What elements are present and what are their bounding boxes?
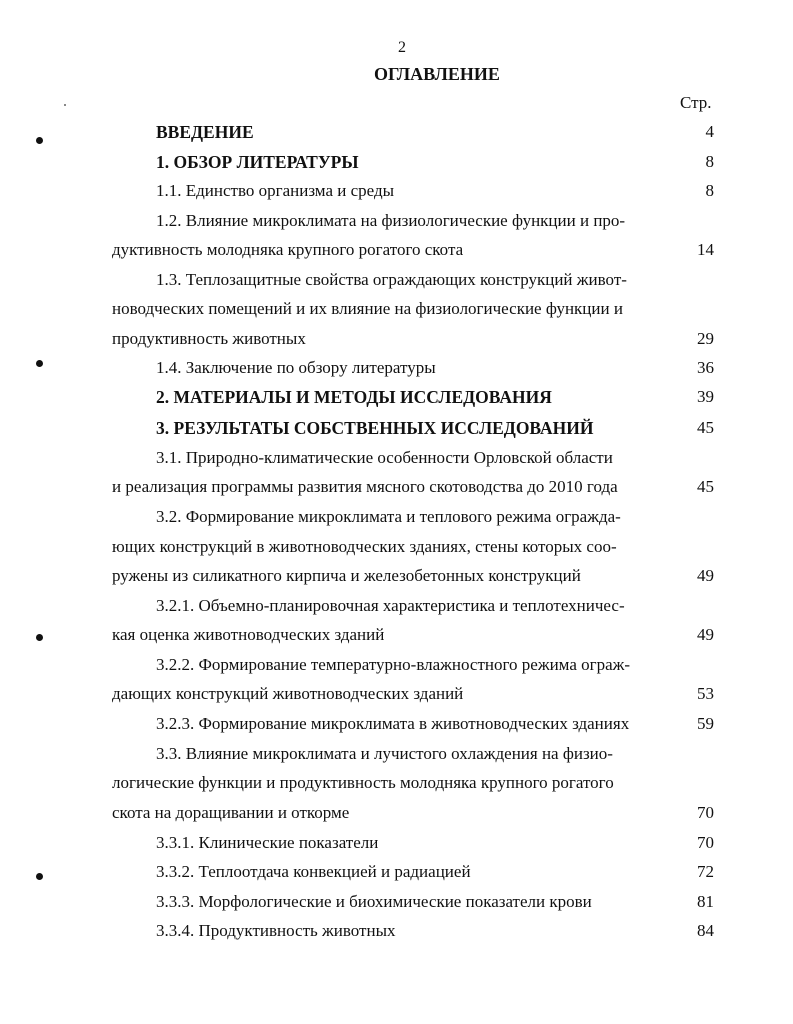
toc-entry-3-2-2-line-2: дающих конструкций животноводческих зданий (112, 684, 464, 703)
toc-page-number: 49 (697, 566, 714, 585)
toc-entry-introduction: ВВЕДЕНИЕ (156, 122, 254, 142)
punch-hole-mark (36, 360, 43, 367)
toc-page-number: 8 (705, 152, 714, 171)
toc-page-number: 49 (697, 625, 714, 644)
toc-page-number: 59 (697, 714, 714, 733)
toc-page-number: 81 (697, 892, 714, 911)
punch-hole-mark (36, 873, 43, 880)
toc-page-number: 4 (705, 122, 714, 141)
toc-entry-3-3-3: 3.3.3. Морфологические и биохимические показатели крови (156, 892, 592, 911)
toc-entry-3-2-line-1: 3.2. Формирование микроклимата и теплового режима огражда- (156, 507, 621, 526)
toc-page-number: 29 (697, 329, 714, 348)
punch-hole-mark (36, 634, 43, 641)
toc-page-number: 45 (697, 418, 714, 437)
toc-entry-1-3-line-2: новодческих помещений и их влияние на физиологические функции и (112, 299, 623, 318)
toc-entry-3-1-line-2: и реализация программы развития мясного скотоводства до 2010 года (112, 477, 618, 496)
toc-page-number: 70 (697, 803, 714, 822)
toc-entry-1-1: 1.1. Единство организма и среды (156, 181, 395, 200)
toc-entry-3-2-3: 3.2.3. Формирование микроклимата в животноводческих зданиях (156, 714, 630, 733)
toc-entry-1-2-line-1: 1.2. Влияние микроклимата на физиологические функции и про- (156, 211, 626, 230)
toc-entry-3-3-1: 3.3.1. Клинические показатели (156, 833, 379, 852)
toc-entry-3-3-4: 3.3.4. Продуктивность животных (156, 921, 396, 940)
toc-entry-3-3-line-1: 3.3. Влияние микроклимата и лучистого охлаждения на физио- (156, 744, 613, 763)
toc-entry-3-3-line-2: логические функции и продуктивность молодняка крупного рогатого (112, 773, 614, 792)
toc-page-number: 39 (697, 387, 714, 406)
page-number: 2 (398, 39, 406, 56)
toc-entry-3-2-line-3: ружены из силикатного кирпича и железобетонных конструкций (112, 566, 581, 585)
toc-page-number: 45 (697, 477, 714, 496)
scan-speck (64, 104, 66, 106)
toc-entry-chapter-3: 3. РЕЗУЛЬТАТЫ СОБСТВЕННЫХ ИССЛЕДОВАНИЙ (156, 418, 594, 438)
page-title: ОГЛАВЛЕНИЕ (374, 64, 500, 84)
punch-hole-mark (36, 137, 43, 144)
toc-page-number: 72 (697, 862, 714, 881)
toc-page-number: 8 (705, 181, 714, 200)
toc-entry-chapter-2: 2. МАТЕРИАЛЫ И МЕТОДЫ ИССЛЕДОВАНИЯ (156, 387, 552, 407)
toc-entry-1-2-line-2: дуктивность молодняка крупного рогатого скота (112, 240, 464, 259)
toc-entry-3-3-line-3: скота на доращивании и откорме (112, 803, 350, 822)
toc-entry-3-1-line-1: 3.1. Природно-климатические особенности Орловской области (156, 448, 613, 467)
toc-entry-1-3-line-1: 1.3. Теплозащитные свойства ограждающих конструкций живот- (156, 270, 627, 289)
toc-entry-3-2-1-line-2: кая оценка животноводческих зданий (112, 625, 385, 644)
toc-page-number: 36 (697, 358, 714, 377)
toc-entry-3-2-line-2: ющих конструкций в животноводческих зданиях, стены которых соо- (112, 537, 617, 556)
toc-entry-3-2-1-line-1: 3.2.1. Объемно-планировочная характеристика и теплотехничес- (156, 596, 625, 615)
toc-entry-1-4: 1.4. Заключение по обзору литературы (156, 358, 436, 377)
toc-entry-3-3-2: 3.3.2. Теплоотдача конвекцией и радиацией (156, 862, 471, 881)
toc-entry-1-3-line-3: продуктивность животных (112, 329, 306, 348)
toc-page-number: 53 (697, 684, 714, 703)
toc-page-number: 70 (697, 833, 714, 852)
toc-page-number: 84 (697, 921, 714, 940)
toc-page-number: 14 (697, 240, 714, 259)
toc-entry-3-2-2-line-1: 3.2.2. Формирование температурно-влажностного режима ограж- (156, 655, 631, 674)
toc-entry-chapter-1: 1. ОБЗОР ЛИТЕРАТУРЫ (156, 152, 359, 172)
page-column-header: Стр. (680, 93, 712, 112)
